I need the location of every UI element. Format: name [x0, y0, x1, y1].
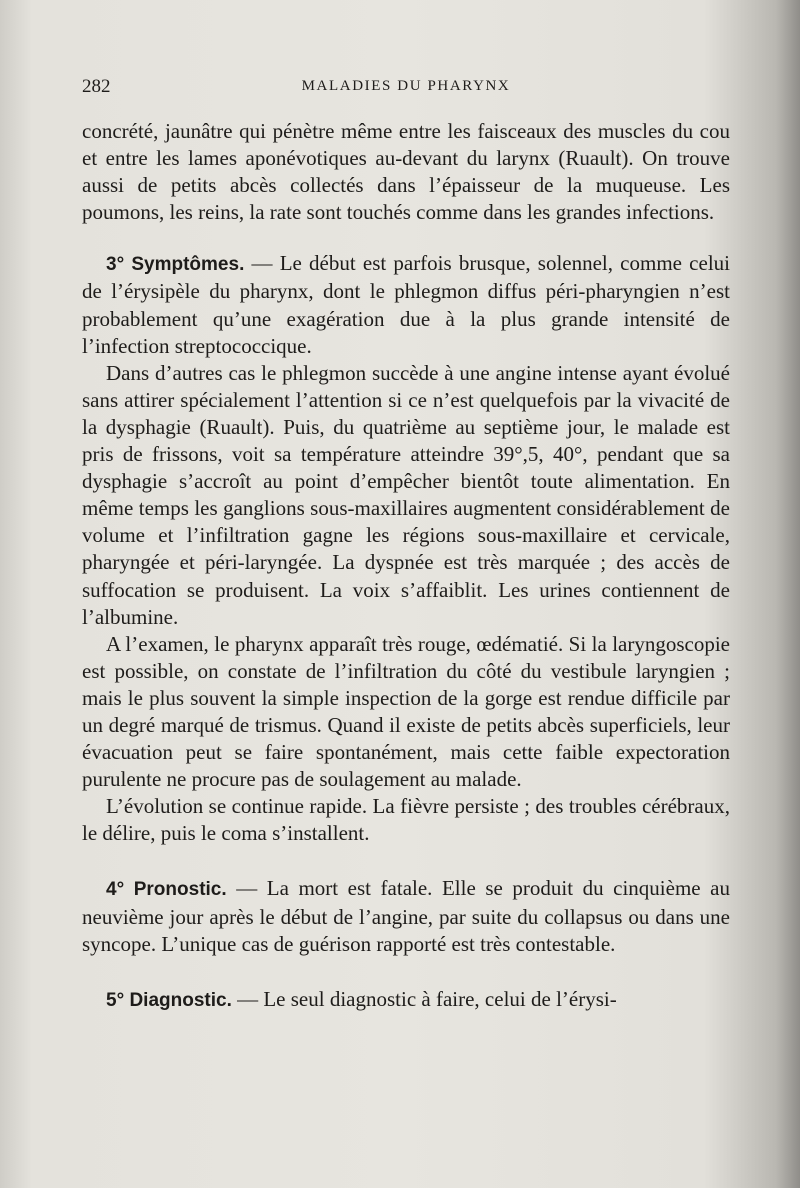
paragraph-diagnostic [82, 986, 730, 1014]
running-head [82, 76, 730, 100]
section-heading-diagnostic: 5° Diagnostic. [106, 989, 232, 1011]
paragraph-symptomes [82, 250, 730, 359]
section-heading-symptomes: 3° Symptômes. [106, 254, 245, 276]
paragraph-continued: concrété, jaunâtre qui pénètre même entre les faisceaux des muscles du cou et entre les lames aponévotiques au-devant du larynx (Ruault). On trouve aussi de petits abcès collectés dans l’épaisseur de la muqueuse. Les poumons, les reins, la rate sont touchés comme dans les grandes infections. [82, 119, 730, 225]
paragraph-evolution-cases: Dans d’autres cas le phlegmon succède à une angine intense ayant évolué sans attirer spécialement l’attention si ce n’est quelquefois par la vivacité de la dysphagie (Ruault). Puis, du quatrième au septième jour, le malade est pris de frissons, voit sa température atteindre 39°,5, 40°, pendant que sa dysphagie s’accroît au point d’empêcher bientôt toute alimentation. En même temps les ganglions sous-maxillaires augmentent considérablement de volume et l’infiltration gagne les régions sous-maxillaire et cervicale, pharyngée et péri-laryngée. La dyspnée est très marquée ; des accès de suffocation se produisent. La voix s’affaiblit. Les urines contiennent de l’albumine. [82, 360, 730, 629]
page-number: 282 [82, 76, 111, 97]
paragraph-text: — Le début est parfois brusque, solennel, comme celui de l’érysipèle du pharynx, dont le phlegmon diffus péri-pharyngien n’est probablement qu’une exagération due à la plus grande intensité de l’infection streptococcique. [82, 251, 730, 358]
paragraph-examen: A l’examen, le pharynx apparaît très rouge, œdématié. Si la laryngoscopie est possible, on constate de l’infiltration du côté du vestibule laryngien ; mais le plus souvent la simple inspection de la gorge est rendue difficile par un degré marqué de trismus. Quand il existe de petits abcès superficiels, leur évacuation peut se faire spontanément, mais cette faible expectoration purulente ne procure pas de soulagement au malade. [82, 631, 730, 792]
running-title: MALADIES DU PHARYNX [301, 78, 511, 94]
paragraph-text: — Le seul diagnostic à faire, celui de l’érysi- [231, 986, 617, 1011]
paragraph-evolution: L’évolution se continue rapide. La fièvre persiste ; des troubles cérébraux, le délire, puis le coma s’installent. [82, 794, 730, 846]
paragraph-pronostic [82, 875, 730, 957]
section-heading-pronostic: 4° Pronostic. [106, 879, 227, 901]
paragraph-text: — La mort est fatale. Elle se produit du cinquième au neuvième jour après le début de l’angine, par suite du collapsus ou dans une syncope. L’unique cas de guérison rapporté est très contestable. [82, 876, 730, 956]
body-text [82, 118, 730, 1014]
